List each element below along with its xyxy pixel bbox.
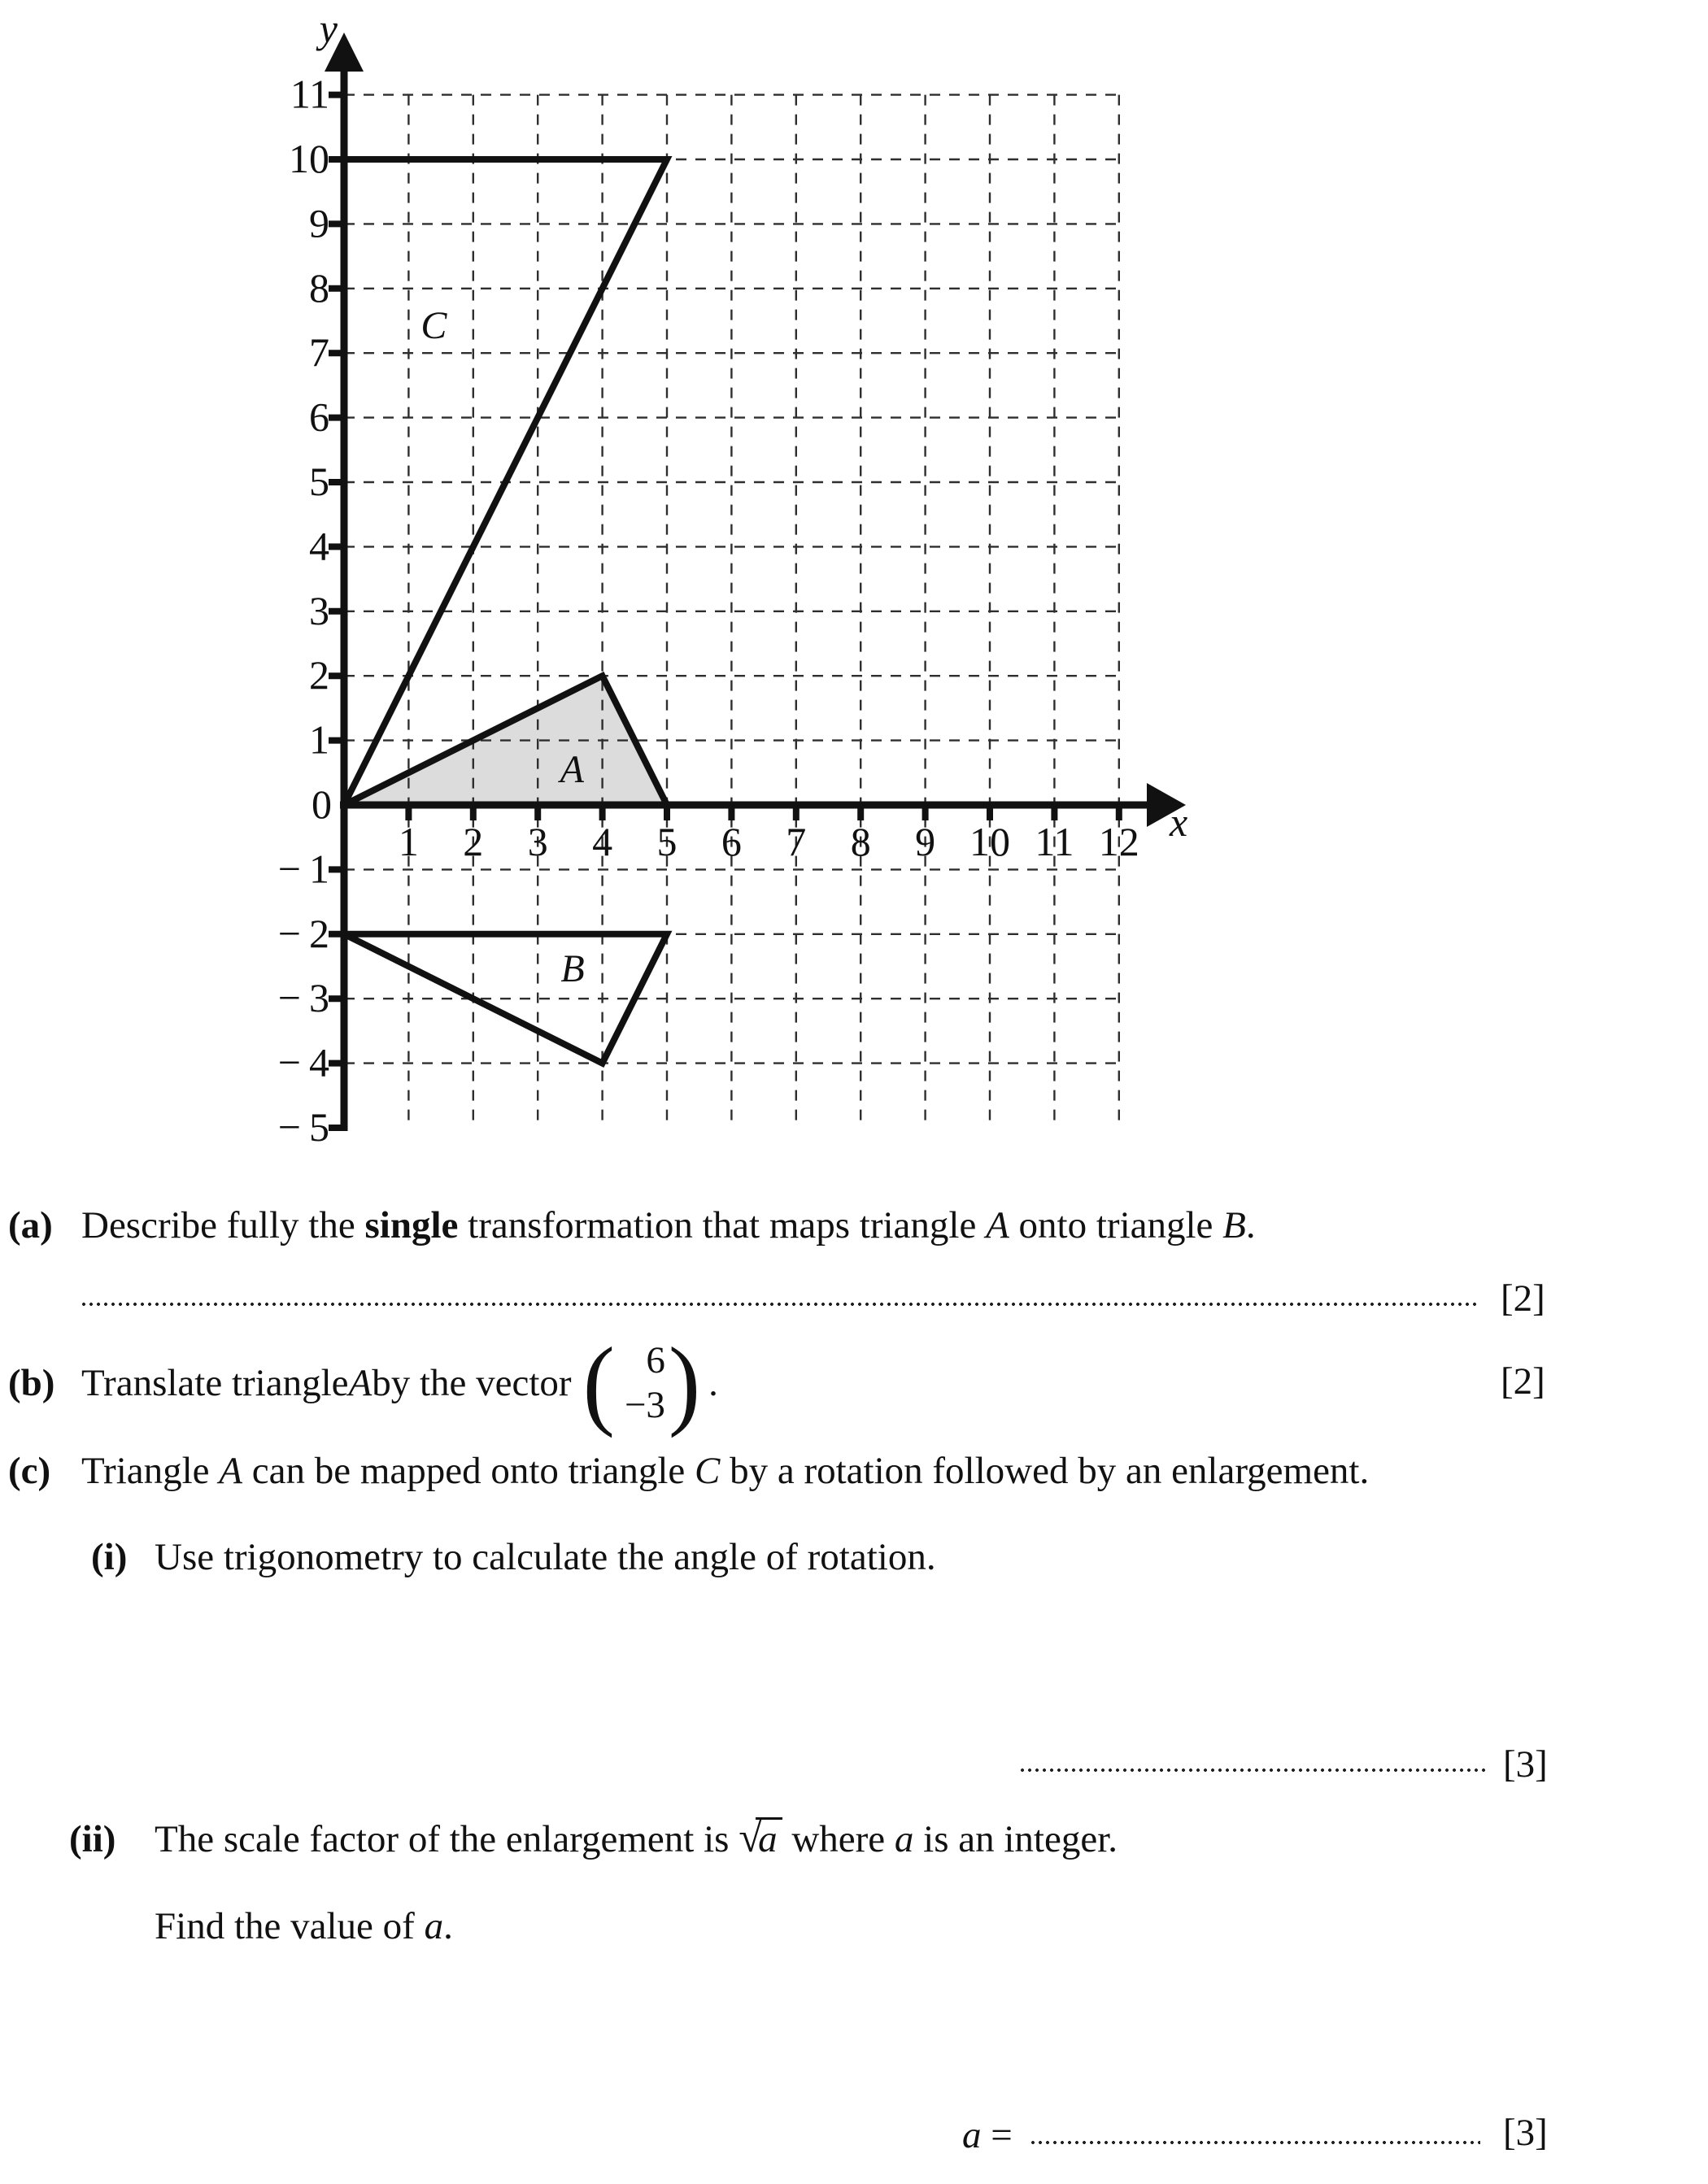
y-tick-label-11: 11 <box>290 71 329 117</box>
marks-b: [2] <box>1501 1360 1545 1403</box>
marks-ci: [3] <box>1503 1743 1548 1786</box>
sqrt-a-expression <box>739 1814 782 1861</box>
x-axis-label: x <box>1170 799 1188 845</box>
x-tick-label-11: 11 <box>1035 819 1074 864</box>
question-ci-label: (i) <box>91 1536 128 1578</box>
question-c-text-1: Triangle <box>81 1450 220 1492</box>
y-tick-label-8: 8 <box>309 264 329 311</box>
question-a-text-1: Describe fully the <box>81 1204 365 1246</box>
answer-line-final <box>1030 2140 1480 2145</box>
find-text-1: Find the value of <box>155 1905 425 1947</box>
question-b-text-2: by the vector <box>372 1362 572 1404</box>
find-value-line <box>155 1903 453 1949</box>
question-a-label: (a) <box>8 1204 53 1246</box>
radical-sign: √ <box>739 1814 763 1861</box>
vector-x-component: 6 <box>646 1339 665 1381</box>
x-tick-label-10: 10 <box>969 819 1010 864</box>
triangle-a-ref: A <box>219 1450 243 1492</box>
triangle-b-ref: B <box>1222 1204 1246 1246</box>
y-axis-label: y <box>319 6 338 51</box>
y-tick-label-1: 1 <box>309 716 329 763</box>
question-a-line <box>8 1203 1256 1248</box>
answer-equals: = <box>981 2114 1013 2156</box>
question-ci-line <box>91 1534 936 1580</box>
coordinate-grid <box>0 0 1220 1187</box>
y-tick-label--4: − 4 <box>277 1039 329 1085</box>
vector-open-paren: ( <box>582 1326 615 1439</box>
y-tick-label-6: 6 <box>309 394 329 440</box>
question-a-text-2: transformation that maps triangle <box>458 1204 987 1246</box>
y-tick-label-3: 3 <box>309 587 329 633</box>
y-tick-label--2: − 2 <box>277 910 329 956</box>
x-tick-label-3: 3 <box>527 819 548 864</box>
answer-line-a <box>81 1302 1480 1307</box>
answer-line-ci <box>1020 1768 1485 1773</box>
question-c-label: (c) <box>8 1450 51 1492</box>
x-tick-label-4: 4 <box>592 819 613 864</box>
x-tick-label-5: 5 <box>656 819 678 864</box>
y-tick-label--3: − 3 <box>277 975 329 1021</box>
question-cii-text-1: The scale factor of the enlargement is <box>155 1818 739 1860</box>
vector-column <box>615 1338 669 1428</box>
question-cii-line <box>69 1815 1118 1862</box>
marks-final: [3] <box>1503 2112 1548 2154</box>
question-c-text-2: can be mapped onto triangle <box>242 1450 695 1492</box>
x-tick-label-6: 6 <box>721 819 742 864</box>
y-tick-label-4: 4 <box>309 523 329 569</box>
marks-a: [2] <box>1501 1277 1545 1320</box>
question-b-line <box>8 1326 718 1439</box>
y-tick-label-5: 5 <box>309 459 329 504</box>
triangle-c-ref: C <box>694 1450 721 1492</box>
x-tick-label-8: 8 <box>850 819 871 864</box>
translation-vector <box>582 1326 701 1439</box>
question-a-text-single: single <box>364 1204 459 1246</box>
y-tick-label-10: 10 <box>289 136 329 181</box>
x-tick-label-2: 2 <box>463 819 484 864</box>
x-tick-label-12: 12 <box>1098 819 1139 864</box>
question-cii-text-3: is an integer. <box>913 1818 1118 1860</box>
question-b-text-1: Translate triangle <box>81 1362 349 1404</box>
question-b-period: . <box>708 1362 718 1404</box>
x-tick-label-7: 7 <box>786 819 807 864</box>
x-tick-label-1: 1 <box>398 819 419 864</box>
question-c-line <box>8 1448 1369 1494</box>
y-tick-label-2: 2 <box>309 652 329 698</box>
answer-equation <box>962 2112 1013 2158</box>
question-ci-text: Use trigonometry to calculate the angle of rotation. <box>155 1536 936 1578</box>
radicand-a: a <box>756 1817 782 1859</box>
y-tick-label--5: − 5 <box>277 1104 329 1150</box>
question-a-text-3: onto triangle <box>1009 1204 1223 1246</box>
triangle-A-label: A <box>560 748 584 792</box>
triangle-a-ref: A <box>348 1362 373 1404</box>
x-tick-label-9: 9 <box>915 819 936 864</box>
question-c-text-3: by a rotation followed by an enlargement. <box>720 1450 1370 1492</box>
vector-y-component: −3 <box>624 1384 665 1426</box>
question-cii-text-2: where <box>782 1818 895 1860</box>
question-b-label: (b) <box>8 1362 55 1404</box>
answer-var-a: a <box>962 2114 982 2156</box>
question-cii-label: (ii) <box>69 1818 116 1860</box>
var-a-ref: a <box>424 1905 444 1947</box>
triangle-B-label: B <box>560 946 585 990</box>
find-text-2: . <box>443 1905 453 1947</box>
y-tick-label-7: 7 <box>309 329 329 376</box>
origin-label: 0 <box>312 781 332 827</box>
triangle-a-ref: A <box>986 1204 1009 1246</box>
triangle-C-label: C <box>420 303 447 347</box>
vector-close-paren: ) <box>668 1326 701 1439</box>
var-a-ref: a <box>894 1818 914 1860</box>
y-tick-label--1: − 1 <box>277 846 329 892</box>
y-tick-label-9: 9 <box>309 200 329 246</box>
question-a-text-4: . <box>1245 1204 1256 1246</box>
